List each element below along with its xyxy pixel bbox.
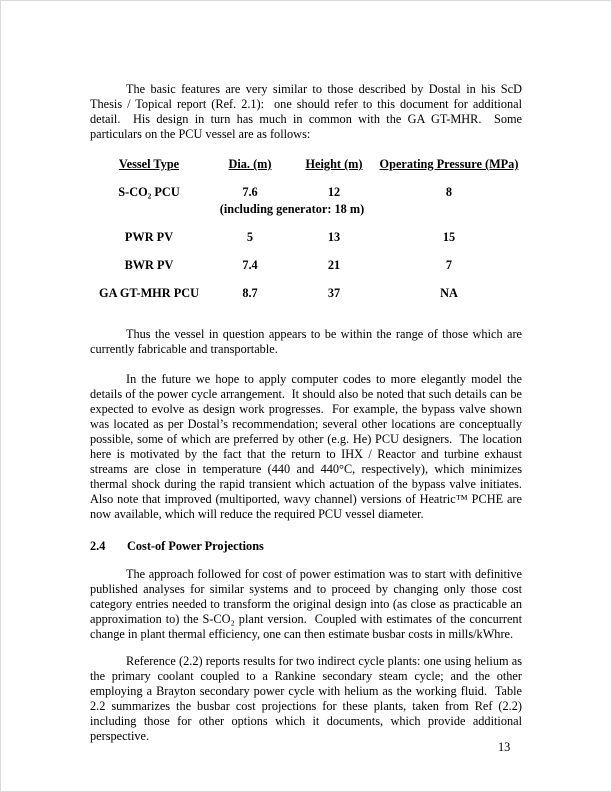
- table-row: [90, 172, 522, 200]
- table-note-row: [90, 200, 522, 217]
- cell-height: 13: [327, 230, 341, 244]
- col-header-pressure: [376, 157, 522, 172]
- col-header-dia: [208, 157, 292, 172]
- cell-height: 37: [327, 286, 341, 300]
- paragraph-reference: Reference (2.2) reports results for two indirect cycle plants: one using helium as the primary coolant coupled to a Rankine secondary steam cycle; and the other employing a Brayton secondary power cycle with helium as the working fluid. Table 2.2 summarizes the busbar cost projections for these plants, taken from Ref (2.2) including those for other options which it documents, which provide additional perspective.: [90, 654, 526, 743]
- table-row: [90, 217, 522, 245]
- section-number: 2.4: [90, 539, 106, 553]
- page-number: 13: [498, 740, 511, 754]
- paragraph-thus: Thus the vessel in question appears to be within the range of those which are currently fabricable and transportable.: [90, 327, 526, 356]
- cell-dia: 8.7: [242, 286, 258, 300]
- col-header-vessel-type-label: Vessel Type: [118, 157, 180, 171]
- cell-dia: 7.4: [242, 258, 258, 272]
- cell-height: 12: [327, 185, 341, 199]
- table-row: [90, 245, 522, 273]
- col-header-height: [292, 157, 376, 172]
- table-header-row: [90, 157, 522, 172]
- cell-vessel: BWR PV: [124, 258, 174, 272]
- vessel-table: [90, 157, 522, 301]
- cell-generator-note: (including generator: 18 m): [219, 202, 365, 216]
- cell-dia: 7.6: [242, 185, 258, 199]
- paragraph-approach: The approach followed for cost of power estimation was to start with definitive published analyses for similar systems and to proceed by changing only those cost category entries needed to transform the original design into (as close as practicable an approximation to) the S-CO₂ plant version. Coupled with estimates of the concurrent change in plant thermal efficiency, one can then estimate busbar costs in mills/kWhre.: [90, 567, 526, 641]
- cell-empty: [90, 200, 208, 217]
- section-title: Cost-of Power Projections: [127, 539, 264, 553]
- col-header-vessel-type: [90, 157, 208, 172]
- cell-pressure: 7: [445, 258, 453, 272]
- page-content: [90, 82, 529, 759]
- cell-pressure: 8: [445, 185, 453, 199]
- col-header-height-label: Height (m): [305, 157, 363, 171]
- cell-vessel: GA GT-MHR PCU: [99, 286, 199, 300]
- cell-dia: 5: [246, 230, 254, 244]
- cell-pressure: NA: [440, 286, 458, 300]
- cell-pressure: 15: [442, 230, 456, 244]
- table-row: [90, 273, 522, 301]
- col-header-pressure-label: Operating Pressure (MPa): [379, 157, 519, 171]
- cell-vessel: PWR PV: [124, 230, 174, 244]
- cell-empty: [376, 200, 522, 217]
- section-heading: [90, 539, 522, 554]
- paragraph-intro: The basic features are very similar to those described by Dostal in his ScD Thesis / Topical report (Ref. 2.1): one should refer to this document for additional detail. His design in turn has much in common with the GA GT-MHR. Some particulars on the PCU vessel are as follows:: [90, 82, 526, 141]
- col-header-dia-label: Dia. (m): [228, 157, 272, 171]
- paragraph-future: In the future we hope to apply computer codes to more elegantly model the details of the power cycle arrangement. It should also be noted that such details can be expected to evolve as design work progresses. For example, the bypass valve shown was located as per Dostal’s recommendation; several other locations are conceptually possible, some of which are preferred by other (e.g. He) PCU designers. The location here is motivated by the fact that the return to IHX / Reactor and turbine exhaust streams are close in temperature (440 and 440°C, respectively), which minimizes thermal shock during the rapid transient which actuation of the bypass valve initiates. Also note that improved (multiported, wavy channel) versions of Heatric™ PCHE are now available, which will reduce the required PCU vessel diameter.: [90, 372, 529, 521]
- cell-height: 21: [327, 258, 341, 272]
- cell-vessel: S-CO₂ PCU: [118, 185, 180, 199]
